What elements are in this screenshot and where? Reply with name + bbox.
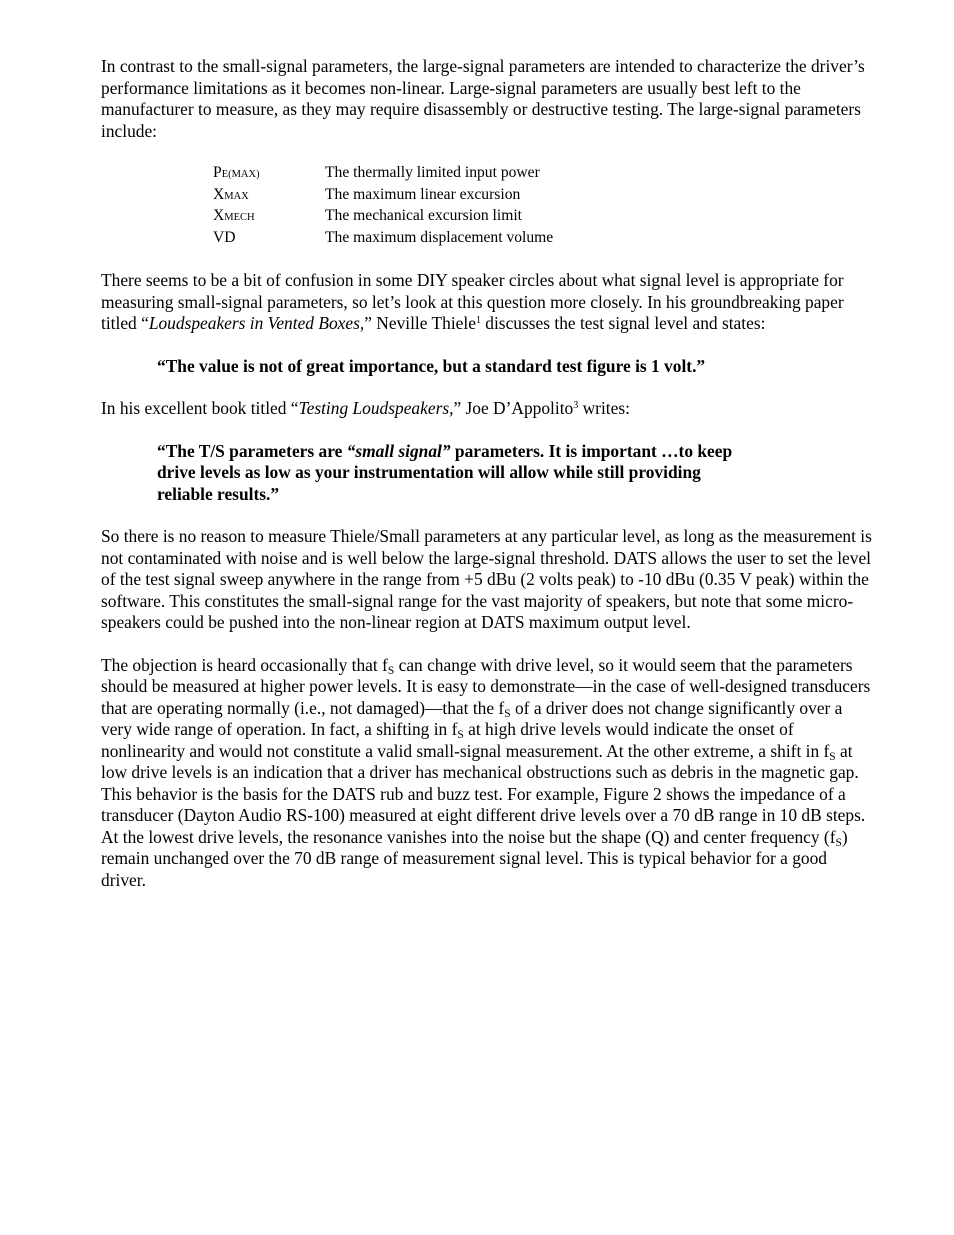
document-page [101,56,873,912]
parameter-symbol: VD [213,228,236,246]
parameter-description: The thermally limited input power [325,164,540,181]
paper-title: Loudspeakers in Vented Boxes, [148,313,365,334]
parameter-description: The mechanical excursion limit [325,207,523,225]
book-paragraph: In his excellent book titled “Testing Loudspeakers,” Joe D’Appolito$^3$ writes: [101,398,630,419]
book-title: Testing Loudspeakers, [298,398,454,419]
parameter-description: The maximum displacement volume [325,228,554,246]
parameter-row [213,206,873,228]
footnote-ref: 1 [475,315,481,327]
parameter-row [213,185,873,207]
thiele-quote: “The value is not of great importance, but a standard test figure is 1 volt.” [157,355,706,376]
dappolito-quote: “The T/S parameters are “small signal” parameters. It is important …to keep drive levels as low as your instrumentation will allow while still providing reliable results.” [157,440,733,504]
large-signal-parameter-list [101,163,873,249]
measurement-level-paragraph: So there is no reason to measure Thiele/Small parameters at any particular level, as long as the measurement is not contaminated with noise and is well below the large-signal threshold. DATS allows the user to set the level of the test signal sweep anywhere in the range from +5 dBu (2 volts peak) to -10 dBu (0.35 V peak) within the software. This constitutes the small-signal range for the vast majority of speakers, but note that some micro-speakers could be pushed into the non-linear region at DATS maximum output level. [101,526,872,633]
confusion-paragraph: There seems to be a bit of confusion in some DIY speaker circles about what signal level is appropriate for measuring small-signal parameters, so let’s look at this question more closely. In his groundbreaking paper titled “Loudspeakers in Vented Boxes,” Neville Thiele$^1$ discusses the test signal level and states: [101,270,844,334]
footnote-ref: 3 [573,400,579,412]
parameter-symbol: XMAX [213,185,249,203]
parameter-symbol: PE(MAX) [213,164,260,181]
objection-paragraph: The objection is heard occasionally that $f_S$ can change with drive level, so it would seem that the parameters should be measured at higher power levels. It is easy to demonstrate—in the case of well-designed transducers that are operating normally (i.e., not damaged)—that the $f_S$ of a driver does not change significantly over a very wide range of operation. In fact, a shifting in $f_S$ at high drive levels would indicate the onset of nonlinearity and would not constitute a valid small-signal measurement. At the other extreme, a shift in $f_S$ at low drive levels is an indication that a driver has mechanical obstructions such as debris in the magnetic gap. This behavior is the basis for the DATS rub and buzz test. For example, Figure 2 shows the impedance of a transducer (Dayton Audio RS-100) measured at eight different drive levels over a 70 dB range in 10 dB steps. At the lowest drive levels, the resonance vanishes into the noise but the shape (Q) and center frequency $(f_S)$ remain unchanged over the 70 dB range of measurement signal level. This is typical behavior for a good driver. [101,654,871,890]
intro-paragraph: In contrast to the small-signal parameters, the large-signal parameters are intended to characterize the driver’s performance limitations as it becomes non-linear. Large-signal parameters are usually best left to the manufacturer to measure, as they may require disassembly or destructive testing. The large-signal parameters include: [101,56,865,141]
parameter-row [213,163,873,185]
parameter-symbol: XMECH [213,207,255,225]
parameter-description: The maximum linear excursion [325,185,521,203]
parameter-row [213,228,873,250]
